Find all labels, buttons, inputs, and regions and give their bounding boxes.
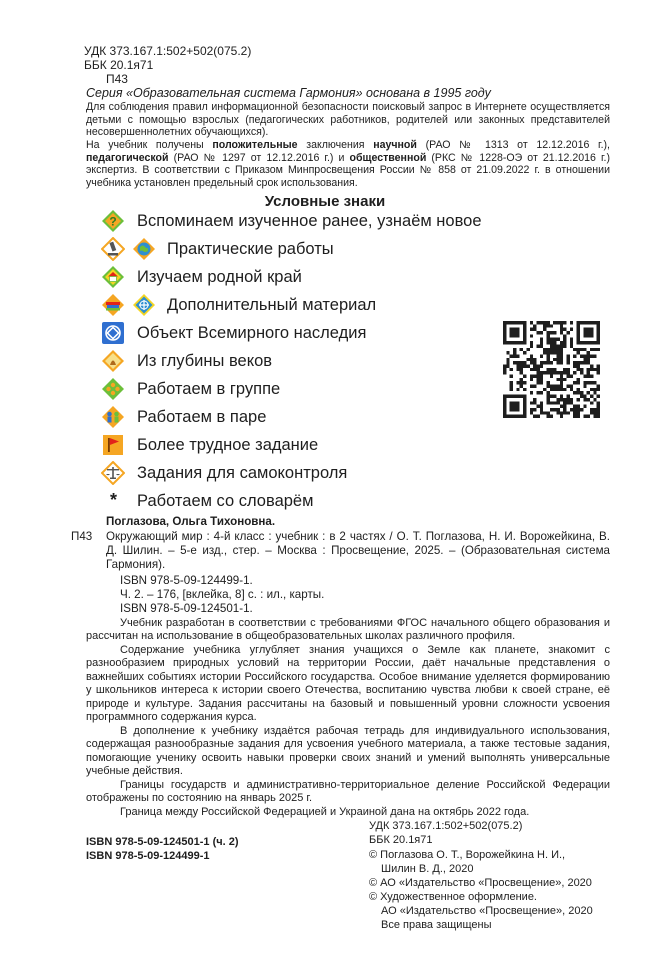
footer-udk: УДК 373.167.1:502+502(075.2) [369,820,523,832]
legend-item-self-control: Задания для самоконтроля [0,460,520,486]
legend-item-recall: ? Вспоминаем изученное ранее, узнаём новое [0,208,520,234]
legend-item-dictionary: * Работаем со словарём [110,490,314,510]
annotation-paragraph: Граница между Российской Федерацией и Украиной дана на октябрь 2022 года. [120,806,530,818]
qr-code[interactable] [503,321,600,418]
legend-item-group-work: Работаем в группе [0,376,520,402]
annotation-paragraph: Границы государств и административно-территориальное деление Российской Федерации отображены по состоянию на январь 2025 г. [86,779,610,805]
globe-diamond-icon [132,293,156,317]
legend-item-native-land: Изучаем родной край [0,264,520,290]
legend-item-practical: Практические работы [0,236,520,262]
world-heritage-icon [101,321,125,345]
asterisk-marker: * [110,490,118,510]
copyright-line: © Художественное оформление. [369,891,537,903]
svg-text:?: ? [109,214,117,229]
ancient-icon [101,349,125,373]
legend-item-hard-task: Более трудное задание [0,432,520,458]
copyright-line: Все права защищены [381,919,492,931]
bbk-code: ББК 20.1я71 [84,58,154,72]
copyright-line: Шилин В. Д., 2020 [381,863,474,875]
flag-icon [101,433,125,457]
annotation-paragraph: Содержание учебника углубляет знания учащихся о Земле как планете, знакомит с разнообразием природных условий на территории России, даёт начальные представления о важнейших событиях истории Российского государства. Особое внимание уделяется формированию у школьников интереса к истории своего Отечества, воспитанию чувства любви к своей стране, её природе и культуре. Задания рассчитаны на базовый и повышенный уровни сложности усвоения программного содержания курса. [86,644,610,724]
safety-note: Для соблюдения правил информационной безопасности поисковый запрос в Интернете осуществляется детьми с помощью взрослых (педагогических работников, родителей или законных представителей несовершеннолетних обучающихся). [86,101,610,139]
author-mark: П43 [106,72,128,86]
bib-part: Ч. 2. – 176, [вклейка, 8] с. : ил., карты. [120,588,325,601]
legend-item-ancient: Из глубины веков [0,348,520,374]
bib-isbn-main: ISBN 978-5-09-124499-1. [120,574,253,587]
books-icon [101,293,125,317]
pair-icon [101,405,125,429]
microscope-icon [101,237,125,261]
copyright-line: © АО «Издательство «Просвещение», 2020 [369,877,592,889]
annotation-paragraph: Учебник разработан в соответствии с требованиями ФГОС начального общего образования и рассчитан на использование в общеобразовательных школах различного профиля. [86,617,610,643]
legend-item-pair-work: Работаем в паре [0,404,520,430]
question-icon [101,209,125,233]
expertise-note: На учебник получены положительные заключения научной (РАО № 1313 от 12.12.2016 г.), педагогической (РАО № 1297 от 12.12.2016 г.) и общественной (РКС № 1228-ОЭ от 21.12.2016 г.) экспертиз. В соответствии с Приказом Минпросвещения России № 858 от 21.09.2022 г. в отношении учебника установлен предельный срок использования. [86,139,610,189]
legend-item-heritage: Объект Всемирного наследия [0,320,520,346]
footer-isbn-main: ISBN 978-5-09-124499-1 [86,850,210,862]
legend-title: Условные знаки [264,193,386,210]
series-line: Серия «Образовательная система Гармония» основана в 1995 году [86,86,491,100]
copyright-line: АО «Издательство «Просвещение», 2020 [381,905,593,917]
bib-entry: Окружающий мир : 4-й класс : учебник : в 2 частях / О. Т. Поглазова, Н. И. Ворожейкина, В. Д. Шилин. – 5-е изд., стер. – Москва : Просвещение, 2025. – (Образовательная система Гармония). [106,530,610,571]
legend-item-additional: Дополнительный материал [0,292,520,318]
udk-code: УДК 373.167.1:502+502(075.2) [84,44,252,58]
group-icon [101,377,125,401]
house-icon [101,265,125,289]
bib-isbn-part: ISBN 978-5-09-124501-1. [120,602,253,615]
scales-icon [101,461,125,485]
copyright-line: © Поглазова О. Т., Ворожейкина Н. И., [369,849,566,861]
bib-author: Поглазова, Ольга Тихоновна. [106,515,276,528]
globe-icon [132,237,156,261]
footer-bbk: ББК 20.1я71 [369,834,433,846]
footer-isbn-part: ISBN 978-5-09-124501-1 (ч. 2) [86,836,239,848]
bib-code: П43 [71,530,93,543]
annotation-paragraph: В дополнение к учебнику издаётся рабочая тетрадь для индивидуального использования, содержащая разнообразные задания для усвоения учебного материала, а также тестовые задания, помогающие ученику освоить навыки проверки своих знаний и умений выполнять универсальные учебные действия. [86,725,610,778]
